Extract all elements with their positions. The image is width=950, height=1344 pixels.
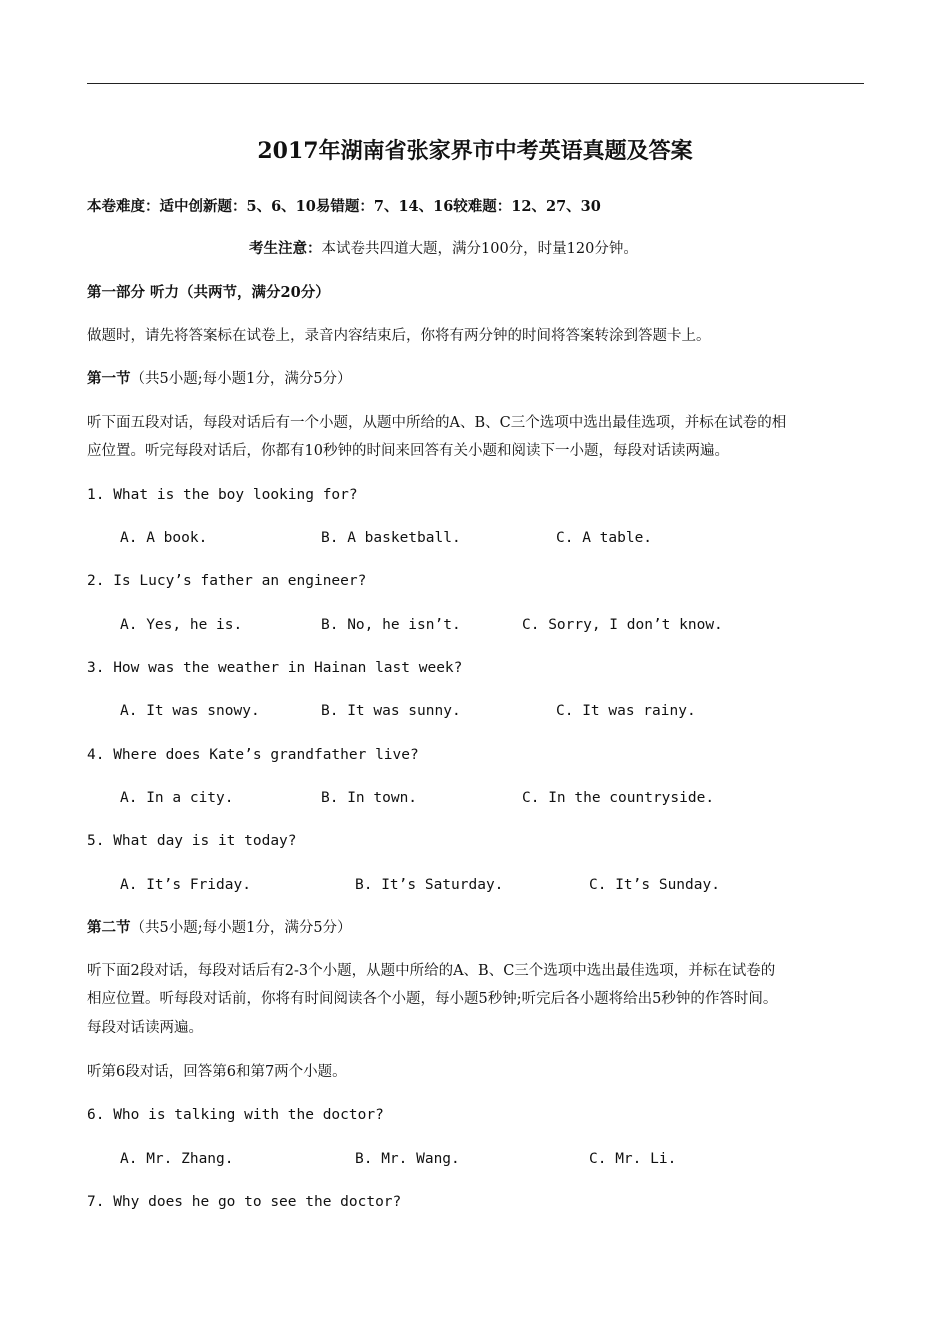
section1-info: （共5小题;每小题1分，满分5分）	[130, 371, 352, 387]
q2-option-b: B. No, he isn’t.	[321, 617, 461, 633]
section1-instruction-1: 听下面五段对话，每段对话后有一个小题，从题中所给的A、B、C三个选项中选出最佳选项，并标在试卷的相	[87, 415, 787, 431]
dialogue-6-intro: 听第6段对话，回答第6和第7两个小题。	[87, 1064, 347, 1080]
q6-option-b: B. Mr. Wang.	[355, 1151, 460, 1167]
q6-option-c: C. Mr. Li.	[589, 1151, 677, 1167]
notice-text: 本试卷共四道大题，满分100分，时量120分钟。	[321, 241, 638, 257]
top-rule	[87, 83, 864, 84]
section1-label: 第一节	[87, 370, 131, 387]
question-1: 1. What is the boy looking for?	[87, 487, 358, 503]
q4-option-c: C. In the countryside.	[522, 790, 715, 806]
question-2: 2. Is Lucy’s father an engineer?	[87, 573, 367, 589]
section2-instruction-1: 听下面2段对话，每段对话后有2-3个小题，从题中所给的A、B、C三个选项中选出最佳选项，并标在试卷的	[87, 963, 776, 979]
q2-option-a: A. Yes, he is.	[120, 617, 243, 633]
section2-instruction-3: 每段对话读两遍。	[87, 1020, 203, 1036]
page-title: 2017年湖南省张家界市中考英语真题及答案	[257, 138, 693, 164]
section2-info: （共5小题;每小题1分，满分5分）	[130, 920, 352, 936]
notice-line	[249, 240, 638, 258]
q3-option-b: B. It was sunny.	[321, 703, 461, 719]
q1-option-a: A. A book.	[120, 530, 208, 546]
section2-label: 第二节	[87, 919, 131, 936]
question-3: 3. How was the weather in Hainan last week?	[87, 660, 463, 676]
difficulty-line: 本卷难度：适中创新题：5、6、10易错题：7、14、16较难题：12、27、30	[87, 198, 601, 215]
section2-instruction-2: 相应位置。听每段对话前，你将有时间阅读各个小题，每小题5秒钟;听完后各小题将给出5秒钟的作答时间。	[87, 991, 778, 1007]
question-5: 5. What day is it today?	[87, 833, 297, 849]
q1-option-c: C. A table.	[556, 530, 653, 546]
q1-option-b: B. A basketball.	[321, 530, 461, 546]
q5-option-c: C. It’s Sunday.	[589, 877, 720, 893]
q3-option-c: C. It was rainy.	[556, 703, 696, 719]
section2-heading	[87, 919, 352, 937]
notice-label: 考生注意：	[249, 240, 322, 257]
section1-instruction-2: 应位置。听完每段对话后，你都有10秒钟的时间来回答有关小题和阅读下一小题，每段对话读两遍。	[87, 443, 729, 459]
part1-instruction: 做题时，请先将答案标在试卷上，录音内容结束后，你将有两分钟的时间将答案转涂到答题卡上。	[87, 328, 711, 344]
q4-option-a: A. In a city.	[120, 790, 234, 806]
q6-option-a: A. Mr. Zhang.	[120, 1151, 234, 1167]
section1-heading	[87, 370, 352, 388]
question-4: 4. Where does Kate’s grandfather live?	[87, 747, 419, 763]
question-6: 6. Who is talking with the doctor?	[87, 1107, 384, 1123]
q5-option-a: A. It’s Friday.	[120, 877, 251, 893]
q5-option-b: B. It’s Saturday.	[355, 877, 504, 893]
q2-option-c: C. Sorry, I don’t know.	[522, 617, 723, 633]
question-7: 7. Why does he go to see the doctor?	[87, 1194, 402, 1210]
part1-heading: 第一部分 听力（共两节，满分20分）	[87, 284, 330, 301]
q3-option-a: A. It was snowy.	[120, 703, 260, 719]
q4-option-b: B. In town.	[321, 790, 418, 806]
